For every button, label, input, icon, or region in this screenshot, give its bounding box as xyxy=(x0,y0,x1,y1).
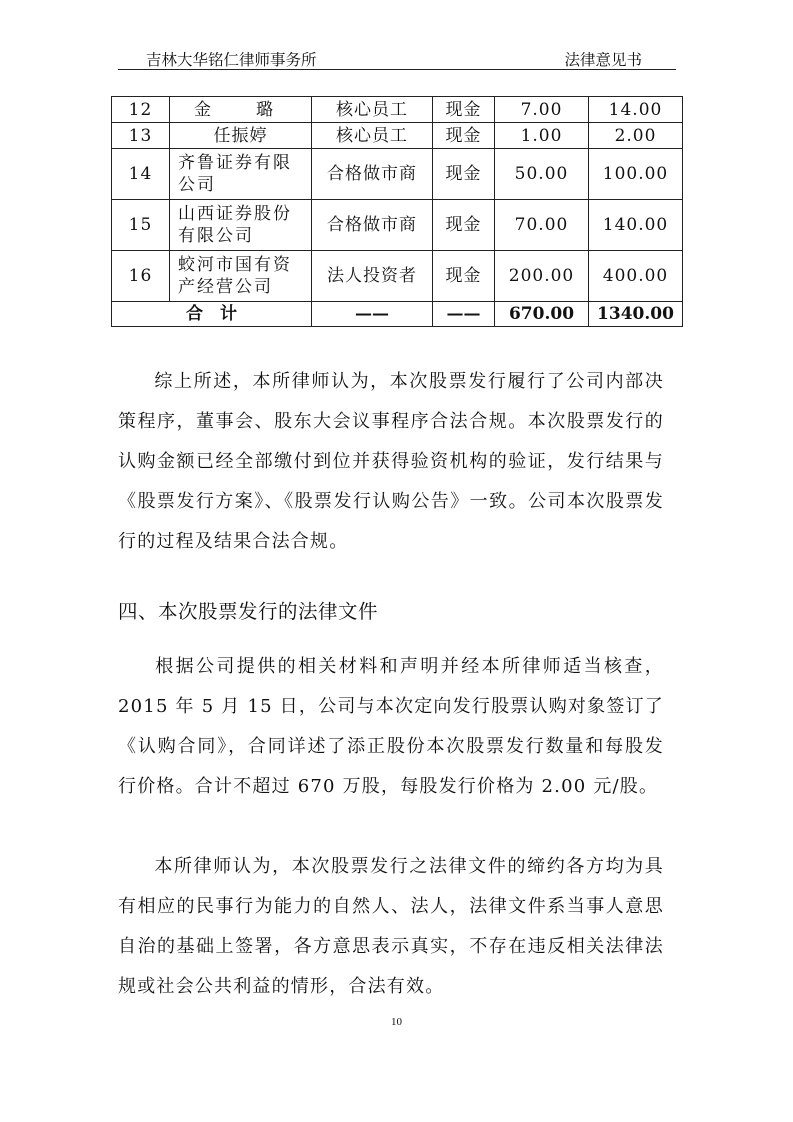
subscriber-name: 齐鲁证券有限公司 xyxy=(170,149,312,200)
payment-method: 现金 xyxy=(433,97,495,123)
subscriber-name: 金 璐 xyxy=(170,97,312,123)
total-method: —— xyxy=(433,302,495,327)
total-label: 合 计 xyxy=(112,302,312,327)
subscriber-name: 蛟河市国有资产经营公司 xyxy=(170,251,312,302)
subscriber-type: 合格做市商 xyxy=(312,200,433,251)
row-number: 16 xyxy=(112,251,170,302)
legal-documents-text: 根据公司提供的相关材料和声明并经本所律师适当核查，2015 年 5 月 15 日，公司与本次定向发行股票认购对象签订了《认购合同》，合同详述了添正股份本次股票发行数量和每股发行价格。合计不超过 670 万股，每股发行价格为 2.00 元/股。 xyxy=(118,656,664,797)
validity-paragraph xyxy=(118,847,664,1007)
table-row xyxy=(112,149,683,200)
shares-value: 200.00 xyxy=(495,251,589,302)
table-row xyxy=(112,123,683,149)
amount-value: 2.00 xyxy=(589,123,683,149)
total-amount: 1340.00 xyxy=(589,302,683,327)
amount-value: 140.00 xyxy=(589,200,683,251)
amount-value: 100.00 xyxy=(589,149,683,200)
payment-method: 现金 xyxy=(433,251,495,302)
header-divider xyxy=(118,69,676,70)
subscriber-type: 核心员工 xyxy=(312,97,433,123)
page-number: 10 xyxy=(391,1016,402,1028)
legal-documents-paragraph xyxy=(118,647,664,807)
subscriber-table xyxy=(111,96,683,327)
table-row xyxy=(112,200,683,251)
law-firm-name: 吉林大华铭仁律师事务所 xyxy=(146,51,317,69)
row-number: 13 xyxy=(112,123,170,149)
subscriber-name: 山西证券股份有限公司 xyxy=(170,200,312,251)
conclusion-text: 综上所述，本所律师认为，本次股票发行履行了公司内部决策程序，董事会、股东大会议事程序合法合规。本次股票发行的认购金额已经全部缴付到位并获得验资机构的验证，发行结果与《股票发行方案》、《股票发行认购公告》一致。公司本次股票发行的过程及结果合法合规。 xyxy=(118,371,664,552)
subscriber-type: 法人投资者 xyxy=(312,251,433,302)
subscriber-name: 任振婷 xyxy=(170,123,312,149)
total-shares: 670.00 xyxy=(495,302,589,327)
row-number: 14 xyxy=(112,149,170,200)
page-header xyxy=(118,44,676,68)
document-type: 法律意见书 xyxy=(564,51,642,69)
amount-value: 400.00 xyxy=(589,251,683,302)
total-type: —— xyxy=(312,302,433,327)
shares-value: 7.00 xyxy=(495,97,589,123)
total-row xyxy=(112,302,683,327)
shares-value: 70.00 xyxy=(495,200,589,251)
table-row xyxy=(112,251,683,302)
subscriber-type: 核心员工 xyxy=(312,123,433,149)
shares-value: 1.00 xyxy=(495,123,589,149)
payment-method: 现金 xyxy=(433,200,495,251)
row-number: 12 xyxy=(112,97,170,123)
payment-method: 现金 xyxy=(433,149,495,200)
conclusion-paragraph xyxy=(118,362,664,562)
shares-value: 50.00 xyxy=(495,149,589,200)
payment-method: 现金 xyxy=(433,123,495,149)
validity-text: 本所律师认为，本次股票发行之法律文件的缔约各方均为具有相应的民事行为能力的自然人、法人，法律文件系当事人意思自治的基础上签署，各方意思表示真实，不存在违反相关法律法规或社会公共利益的情形，合法有效。 xyxy=(118,856,664,997)
row-number: 15 xyxy=(112,200,170,251)
table-row xyxy=(112,97,683,123)
subscriber-type: 合格做市商 xyxy=(312,149,433,200)
section-heading: 四、本次股票发行的法律文件 xyxy=(118,600,379,623)
amount-value: 14.00 xyxy=(589,97,683,123)
